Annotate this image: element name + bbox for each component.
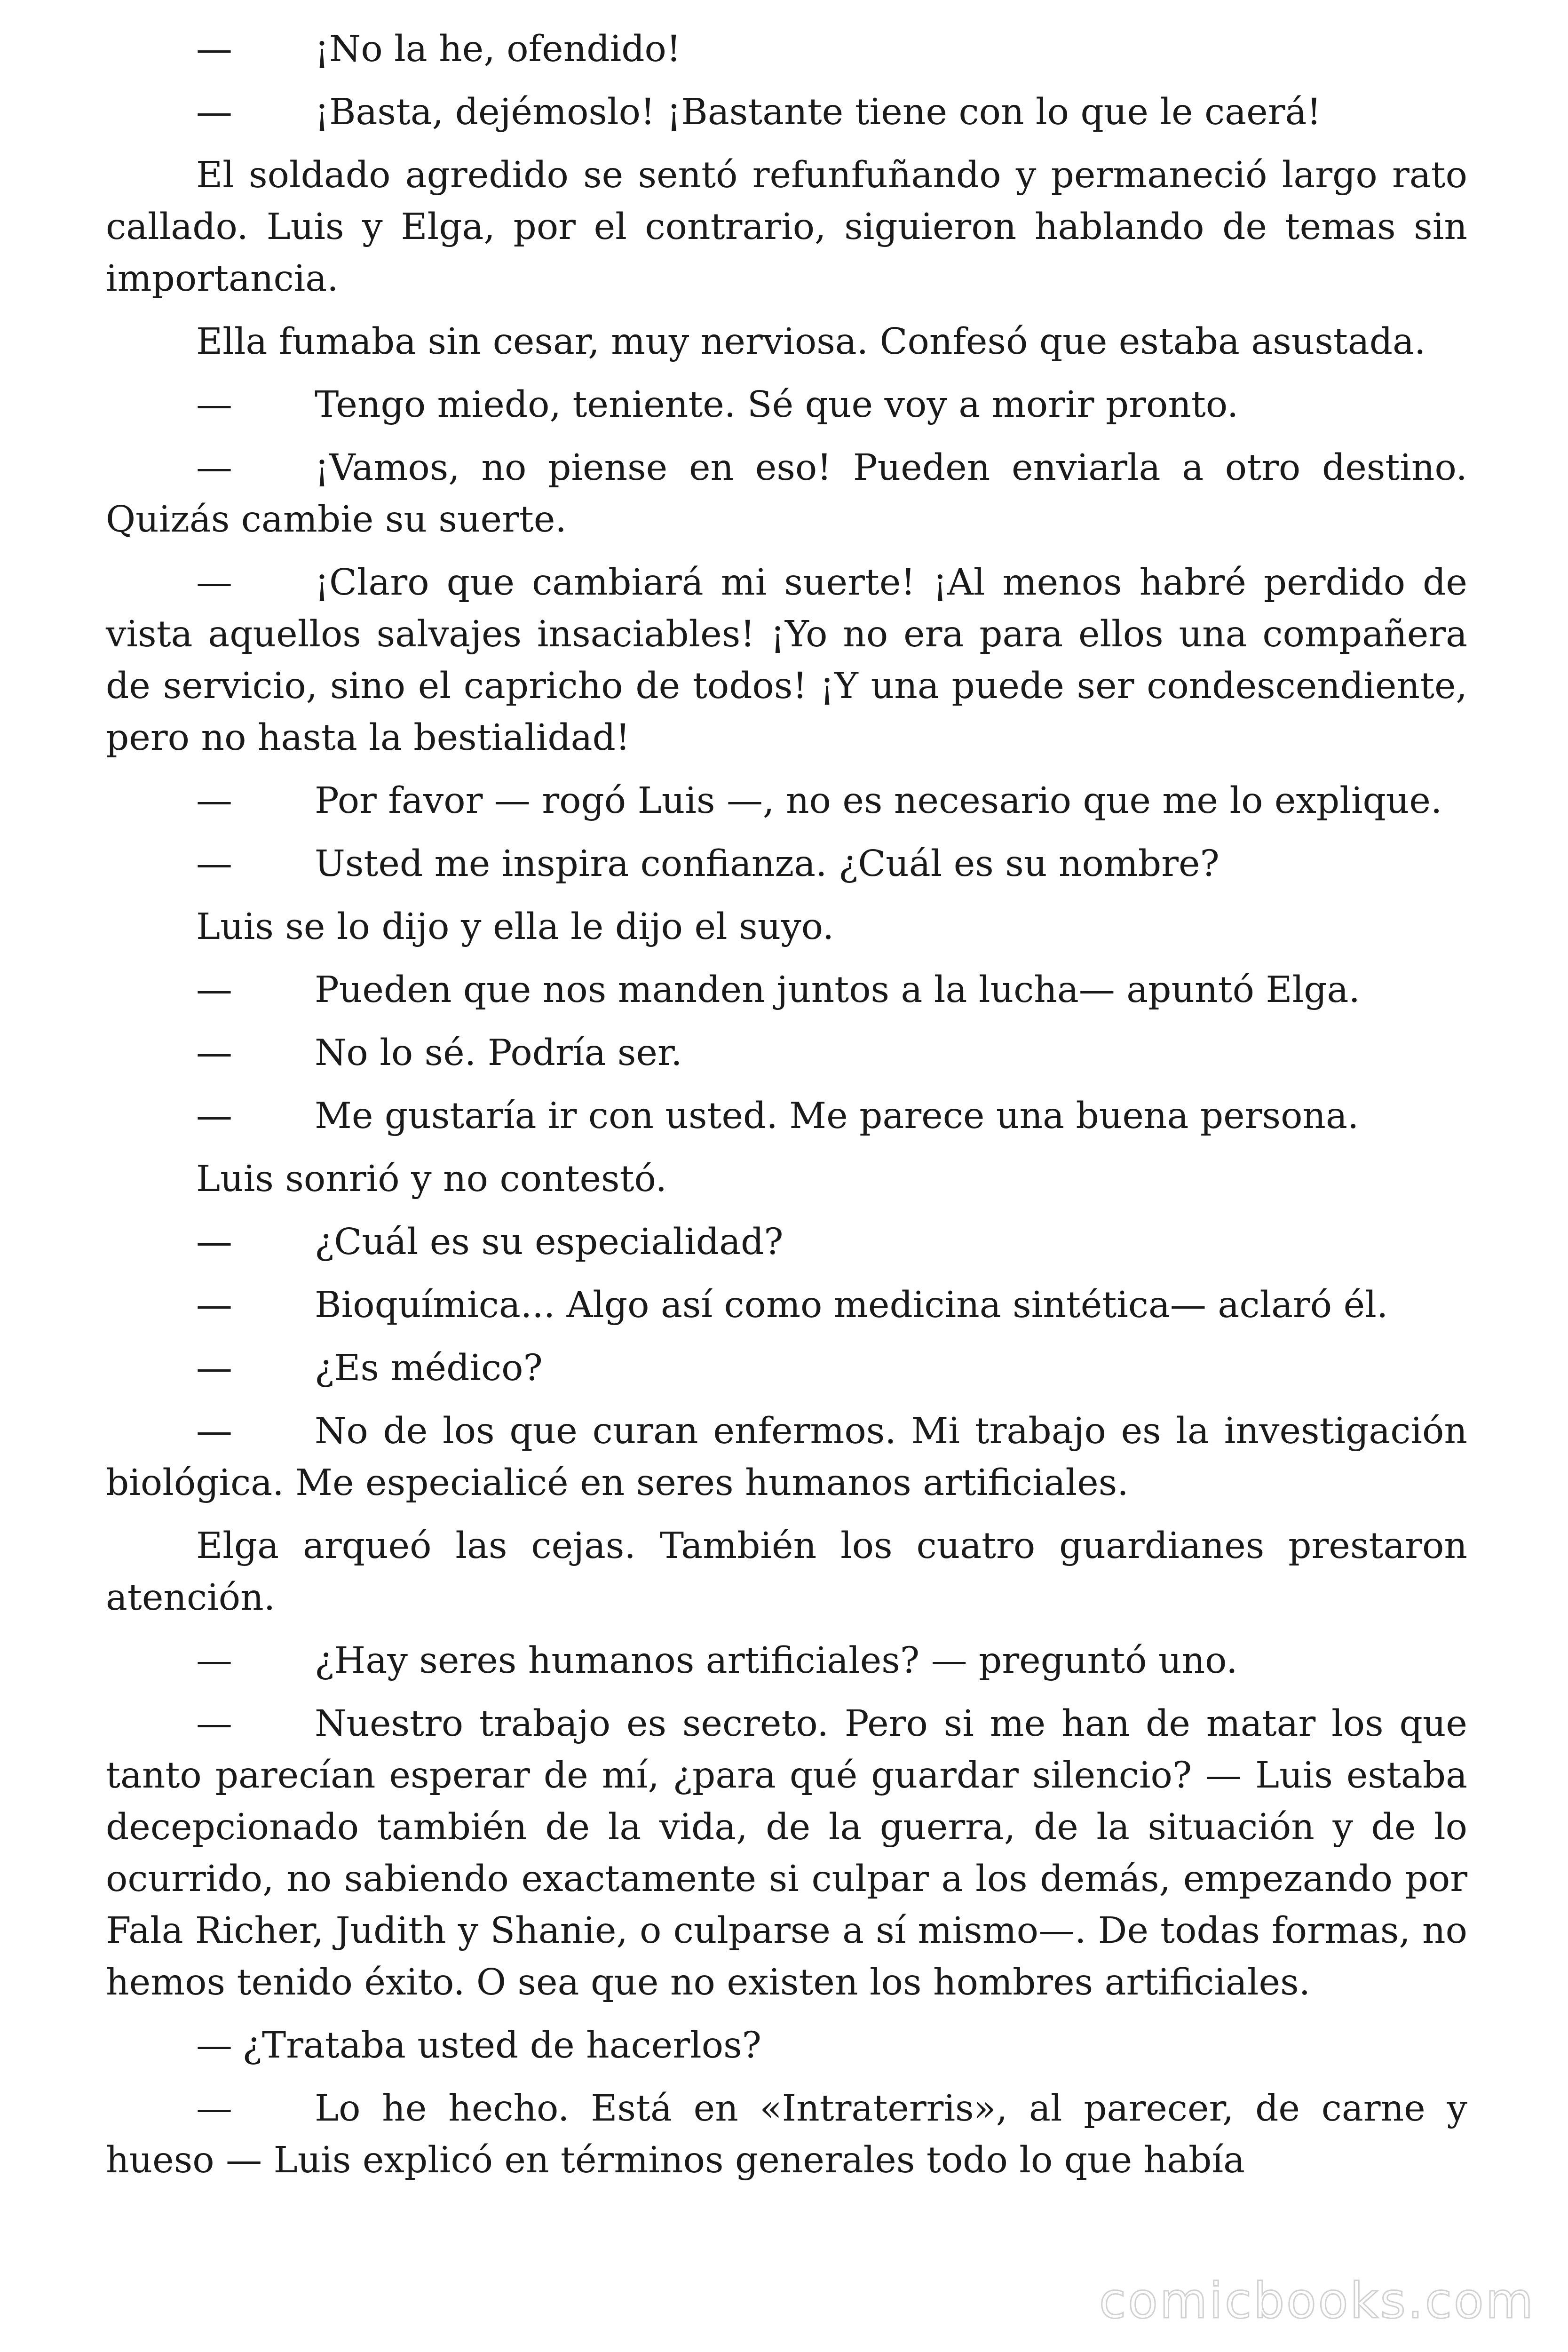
dialogue-dash: — bbox=[196, 1640, 232, 1682]
paragraph-1 bbox=[106, 24, 1467, 75]
paragraph-text: ¿Trataba usted de hacerlos? bbox=[242, 2025, 761, 2066]
dialogue-dash: — bbox=[196, 1221, 232, 1263]
paragraph-text: Bioquímica... Algo así como medicina sintética— aclaró él. bbox=[315, 1284, 1388, 1326]
paragraph-21 bbox=[106, 1698, 1467, 2009]
paragraph-text: Usted me inspira confianza. ¿Cuál es su nombre? bbox=[315, 843, 1220, 885]
paragraph-11 bbox=[106, 964, 1467, 1016]
paragraph-text: ¡No la he, ofendido! bbox=[315, 28, 681, 70]
dialogue-dash: — bbox=[196, 843, 232, 885]
paragraph-13 bbox=[106, 1090, 1467, 1142]
paragraph-14 bbox=[106, 1153, 1467, 1205]
dialogue-dash: — bbox=[196, 1347, 232, 1389]
dialogue-dash: — bbox=[196, 1410, 232, 1452]
paragraph-text: ¿Es médico? bbox=[315, 1347, 543, 1389]
paragraph-3 bbox=[106, 150, 1467, 305]
paragraph-7 bbox=[106, 557, 1467, 764]
dialogue-dash: — bbox=[196, 2088, 232, 2130]
dialogue-dash: — bbox=[196, 969, 232, 1011]
paragraph-text: ¿Cuál es su especialidad? bbox=[315, 1221, 784, 1263]
paragraph-8 bbox=[106, 775, 1467, 827]
paragraph-text: Lo he hecho. Está en «Intraterris», al parecer, de carne y hueso — Luis explicó en términos generales todo lo que había bbox=[106, 2088, 1467, 2181]
dialogue-dash: — bbox=[196, 1032, 232, 1074]
paragraph-text: Pueden que nos manden juntos a la lucha— apuntó Elga. bbox=[315, 969, 1360, 1011]
paragraph-text: No lo sé. Podría ser. bbox=[315, 1032, 682, 1074]
dialogue-dash: — bbox=[196, 2025, 232, 2066]
paragraph-text: Ella fumaba sin cesar, muy nerviosa. Confesó que estaba asustada. bbox=[196, 321, 1426, 363]
paragraph-text: ¡Vamos, no piense en eso! Pueden enviarla a otro destino. Quizás cambie su suerte. bbox=[106, 447, 1467, 540]
dialogue-dash: — bbox=[196, 91, 232, 133]
paragraph-text: El soldado agredido se sentó refunfuñando y permaneció largo rato callado. Luis y Elga, por el contrario, siguieron hablando de temas sin importancia. bbox=[106, 154, 1467, 300]
paragraph-18 bbox=[106, 1406, 1467, 1509]
dialogue-dash: — bbox=[196, 28, 232, 70]
text-column bbox=[106, 24, 1467, 2198]
dialogue-dash: — bbox=[196, 384, 232, 426]
paragraph-20 bbox=[106, 1635, 1467, 1687]
paragraph-text: Elga arqueó las cejas. También los cuatro guardianes prestaron atención. bbox=[106, 1525, 1467, 1619]
site-watermark: comicbooks.com bbox=[1099, 2272, 1535, 2329]
paragraph-text: Por favor — rogó Luis —, no es necesario que me lo explique. bbox=[315, 780, 1442, 822]
paragraph-9 bbox=[106, 838, 1467, 890]
paragraph-15 bbox=[106, 1216, 1467, 1268]
paragraph-text: Me gustaría ir con usted. Me parece una buena persona. bbox=[315, 1095, 1359, 1137]
dialogue-dash: — bbox=[196, 1284, 232, 1326]
paragraph-text: Luis sonrió y no contestó. bbox=[196, 1158, 667, 1200]
paragraph-16 bbox=[106, 1279, 1467, 1331]
paragraph-22 bbox=[106, 2020, 1467, 2072]
paragraph-5 bbox=[106, 379, 1467, 431]
paragraph-text: ¡Basta, dejémoslo! ¡Bastante tiene con lo que le caerá! bbox=[315, 91, 1322, 133]
paragraph-text: No de los que curan enfermos. Mi trabajo es la investigación biológica. Me especialicé en seres humanos artificiales. bbox=[106, 1410, 1467, 1504]
paragraph-text: Nuestro trabajo es secreto. Pero si me han de matar los que tanto parecían esperar de mí, ¿para qué guardar silencio? — Luis estaba decepcionado también de la vida, de la guerra, de la situación y de lo ocurrido, no sabiendo exactamente si culpar a los demás, empezando por Fala Richer, Judith y Shanie, o culparse a sí mismo—. De todas formas, no hemos tenido éxito. O sea que no existen los hombres artificiales. bbox=[106, 1703, 1467, 2003]
paragraph-text: ¡Claro que cambiará mi suerte! ¡Al menos habré perdido de vista aquellos salvajes insaciables! ¡Yo no era para ellos una compañera de servicio, sino el capricho de todos! ¡Y una puede ser condescendiente, pero no hasta la bestialidad! bbox=[106, 562, 1467, 759]
paragraph-2 bbox=[106, 87, 1467, 138]
paragraph-4 bbox=[106, 316, 1467, 368]
paragraph-12 bbox=[106, 1027, 1467, 1079]
paragraph-17 bbox=[106, 1343, 1467, 1394]
dialogue-dash: — bbox=[196, 562, 232, 604]
paragraph-19 bbox=[106, 1520, 1467, 1624]
paragraph-23 bbox=[106, 2083, 1467, 2186]
dialogue-dash: — bbox=[196, 1095, 232, 1137]
dialogue-dash: — bbox=[196, 447, 232, 489]
dialogue-dash: — bbox=[196, 780, 232, 822]
dialogue-dash: — bbox=[196, 1703, 232, 1745]
paragraph-text: Luis se lo dijo y ella le dijo el suyo. bbox=[196, 906, 834, 948]
paragraph-text: ¿Hay seres humanos artificiales? — preguntó uno. bbox=[315, 1640, 1238, 1682]
paragraph-10 bbox=[106, 901, 1467, 953]
paragraph-text: Tengo miedo, teniente. Sé que voy a morir pronto. bbox=[315, 384, 1239, 426]
paragraph-6 bbox=[106, 442, 1467, 546]
